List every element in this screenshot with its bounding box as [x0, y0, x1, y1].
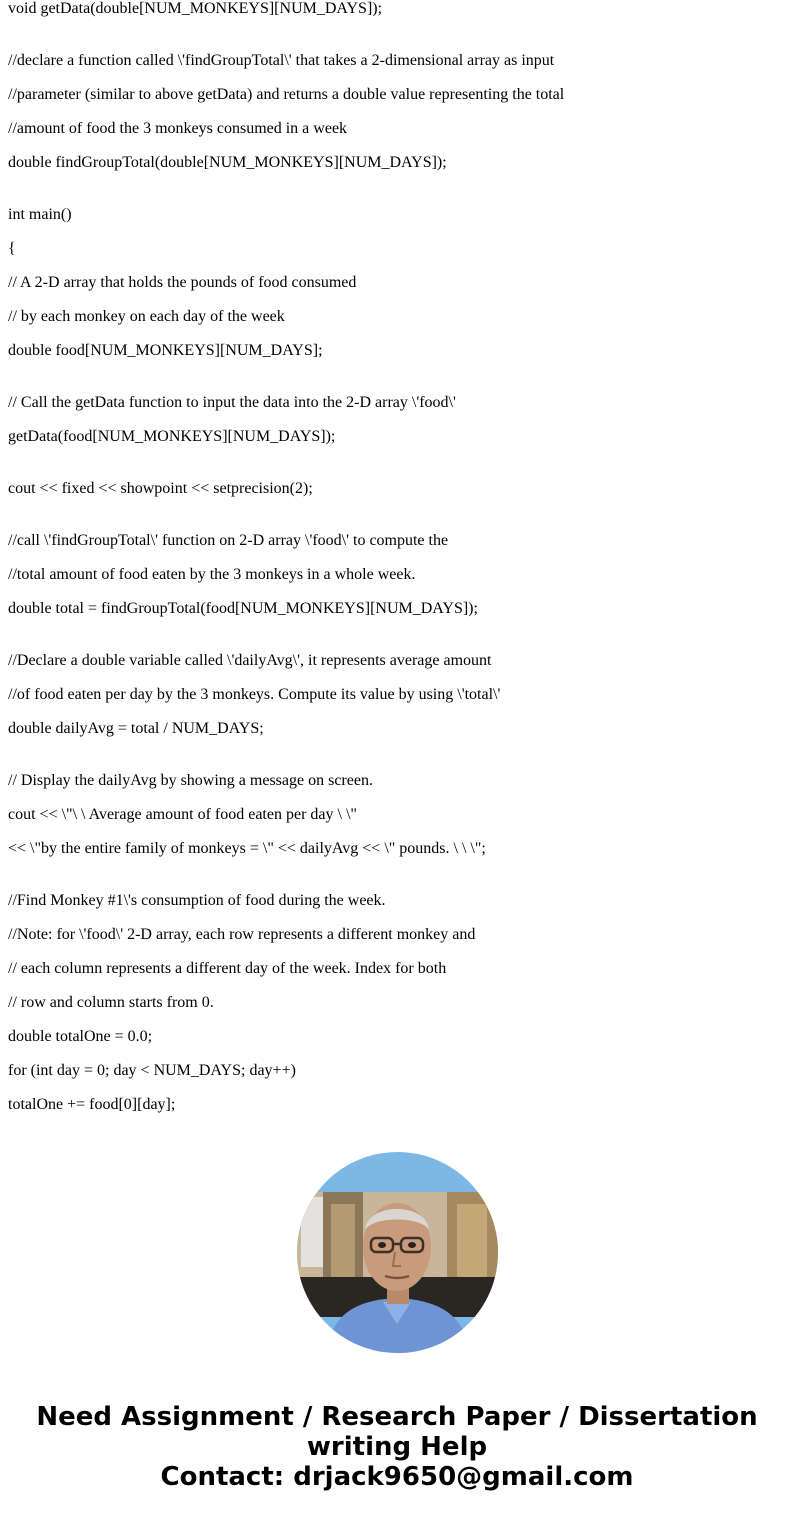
code-line: // Call the getData function to input the data into the 2-D array \'food\'	[8, 394, 456, 411]
code-paragraph	[8, 0, 788, 26]
banner-line-3: Contact: drjack9650@gmail.com	[160, 1462, 634, 1492]
code-line: // A 2-D array that holds the pounds of food consumed	[8, 274, 357, 291]
code-line: // row and column starts from 0.	[8, 994, 214, 1011]
code-line: //parameter (similar to above getData) and returns a double value representing the total	[8, 86, 565, 103]
code-paragraph	[8, 524, 788, 626]
code-line: cout << \"\ \ Average amount of food eaten per day \ \"	[8, 806, 357, 823]
code-line: getData(food[NUM_MONKEYS][NUM_DAYS]);	[8, 428, 336, 445]
code-line: // each column represents a different day of the week. Index for both	[8, 960, 447, 977]
code-paragraph	[8, 884, 788, 1122]
code-paragraph	[8, 644, 788, 746]
code-line: << \"by the entire family of monkeys = \" << dailyAvg << \" pounds. \ \ \";	[8, 840, 486, 857]
code-line: double total = findGroupTotal(food[NUM_MONKEYS][NUM_DAYS]);	[8, 600, 478, 617]
code-line: //Note: for \'food\' 2-D array, each row represents a different monkey and	[8, 926, 476, 943]
code-paragraph	[8, 198, 788, 368]
code-line: double totalOne = 0.0;	[8, 1028, 153, 1045]
code-line: void getData(double[NUM_MONKEYS][NUM_DAYS]);	[8, 0, 383, 17]
code-line: {	[8, 240, 16, 257]
code-line: //Find Monkey #1\'s consumption of food during the week.	[8, 892, 386, 909]
code-line: //declare a function called \'findGroupTotal\' that takes a 2-dimensional array as input	[8, 52, 555, 69]
code-paragraph	[8, 386, 788, 454]
code-paragraph	[8, 472, 788, 506]
code-line: double dailyAvg = total / NUM_DAYS;	[8, 720, 264, 737]
code-line: // Display the dailyAvg by showing a message on screen.	[8, 772, 373, 789]
code-line: //amount of food the 3 monkeys consumed in a week	[8, 120, 348, 137]
code-listing	[8, 0, 788, 1140]
banner-line-1: Need Assignment / Research Paper / Dissertation	[36, 1402, 758, 1432]
author-avatar	[297, 1152, 498, 1353]
code-line: totalOne += food[0][day];	[8, 1096, 176, 1113]
banner-line-2: writing Help	[306, 1432, 488, 1462]
code-line: //Declare a double variable called \'dailyAvg\', it represents average amount	[8, 652, 492, 669]
code-line: cout << fixed << showpoint << setprecision(2);	[8, 480, 313, 497]
code-line: double food[NUM_MONKEYS][NUM_DAYS];	[8, 342, 323, 359]
code-paragraph	[8, 764, 788, 866]
code-line: //of food eaten per day by the 3 monkeys. Compute its value by using \'total\'	[8, 686, 501, 703]
contact-banner	[0, 1402, 794, 1492]
code-line: double findGroupTotal(double[NUM_MONKEYS][NUM_DAYS]);	[8, 154, 447, 171]
code-line: // by each monkey on each day of the week	[8, 308, 285, 325]
code-line: int main()	[8, 206, 72, 223]
code-line: //call \'findGroupTotal\' function on 2-D array \'food\' to compute the	[8, 532, 449, 549]
author-photo	[297, 1152, 498, 1353]
code-paragraph	[8, 44, 788, 180]
code-line: //total amount of food eaten by the 3 monkeys in a whole week.	[8, 566, 416, 583]
code-line: for (int day = 0; day < NUM_DAYS; day++)	[8, 1062, 296, 1079]
